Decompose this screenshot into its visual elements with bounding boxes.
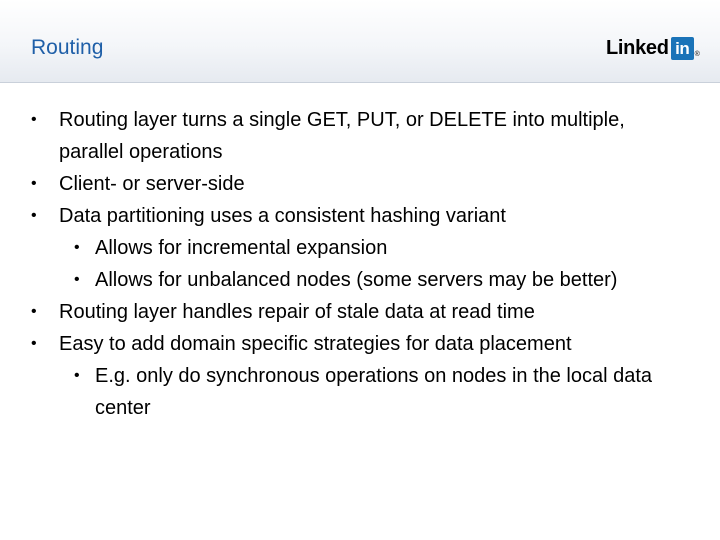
bullet-text: Data partitioning uses a consistent hashing variant — [59, 205, 506, 227]
bullet-text: Allows for incremental expansion — [95, 237, 388, 259]
bullet-text: Allows for unbalanced nodes (some servers may be better) — [95, 269, 618, 291]
bullet-dot: • — [74, 239, 80, 256]
bullet-text: Client- or server-side — [59, 173, 245, 195]
sub-bullet-item — [0, 232, 675, 264]
bullet-dot: • — [74, 367, 80, 384]
bullet-text: Routing layer turns a single GET, PUT, or DELETE into multiple, parallel operations — [59, 109, 625, 163]
bullet-item — [0, 328, 669, 360]
bullet-text: E.g. only do synchronous operations on nodes in the local data center — [95, 365, 653, 419]
bullet-item — [0, 200, 669, 232]
bullet-dot: • — [74, 271, 80, 288]
linkedin-logo — [606, 35, 700, 61]
sub-bullet-item — [0, 264, 675, 296]
bullet-dot: • — [31, 335, 37, 352]
bullet-dot: • — [31, 111, 37, 128]
bullet-item — [0, 296, 669, 328]
bullet-dot: • — [31, 175, 37, 192]
sub-bullet-item — [0, 360, 675, 424]
bullet-text: Routing layer handles repair of stale data at read time — [59, 301, 535, 323]
bullet-dot: • — [31, 303, 37, 320]
header-divider — [0, 82, 720, 83]
bullet-item — [0, 168, 669, 200]
slide-header — [0, 0, 720, 82]
logo-registered-mark: ® — [694, 50, 700, 58]
bullet-text: Easy to add domain specific strategies for data placement — [59, 333, 572, 355]
bullet-list — [0, 104, 720, 424]
slide-title: Routing — [31, 36, 104, 59]
logo-wordmark: Linked — [606, 37, 669, 59]
logo-in-box: in — [671, 37, 694, 60]
bullet-item — [0, 104, 669, 168]
bullet-dot: • — [31, 207, 37, 224]
